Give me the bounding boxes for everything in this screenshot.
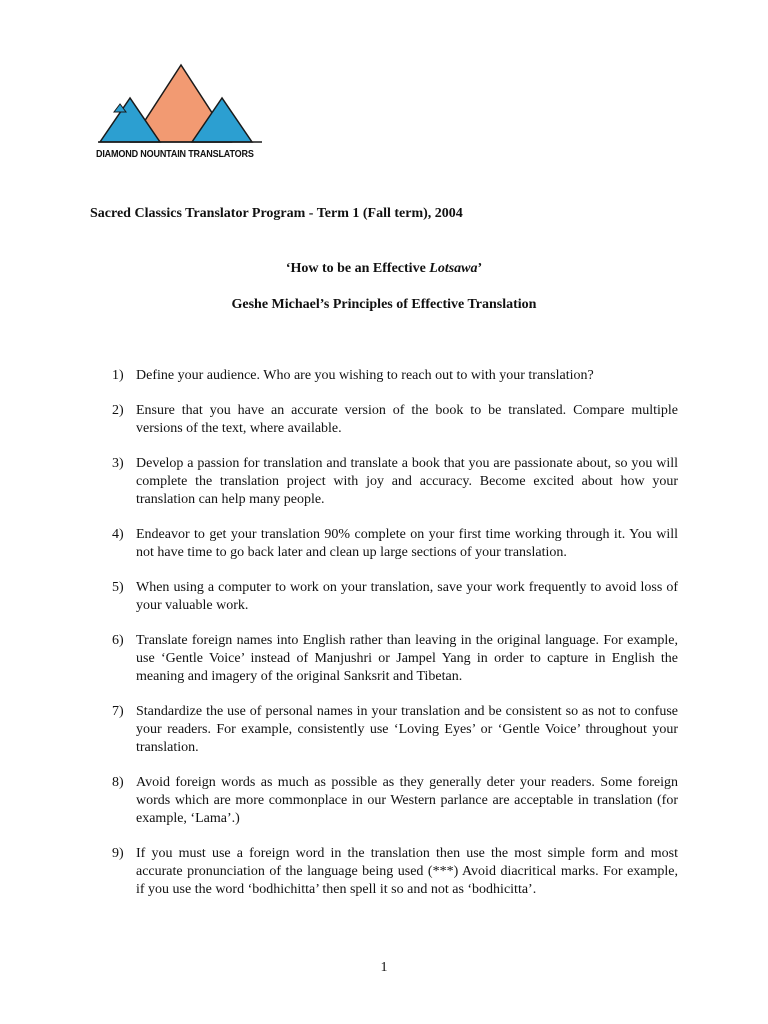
list-item-number: 7) [112,704,124,719]
list-item-text: Define your audience. Who are you wishing to reach out to with your translation? [136,368,594,383]
list-item-number: 9) [112,846,124,861]
list-item [112,526,678,562]
page-number: 1 [380,960,388,975]
logo-text: DIAMOND NOUNTAIN TRANSLATORS [96,148,254,160]
list-item-text: Ensure that you have an accurate version of the book to be translated. Compare multiple versions of the text, where available. [136,403,678,436]
list-item [112,579,678,615]
list-item-number: 5) [112,580,124,595]
list-item-text: If you must use a foreign word in the translation then use the most simple form and most accurate pronunciation of the language being used (***) Avoid diacritical marks. For example, if you use the word ‘bodhichitta’ then spell it so and not as ‘bodhicitta’. [136,846,678,897]
list-item-text: Endeavor to get your translation 90% complete on your first time working through it. You will not have time to go back later and clean up large sections of your translation. [136,527,678,560]
list-item-text: Avoid foreign words as much as possible as they generally deter your readers. Some foreign words which are more commonplace in our Western parlance are acceptable in translation (for example, ‘Lama’.) [136,775,678,826]
list-item-text: Develop a passion for translation and translate a book that you are passionate about, so you will complete the translation project with joy and accuracy. Become excited about how your translation can help many people. [136,456,678,507]
list-item [112,455,678,509]
list-item [112,845,678,899]
list-item [112,402,678,438]
document-subtitle [0,261,768,277]
list-item-number: 4) [112,527,124,542]
list-item [112,703,678,757]
list-item-number: 1) [112,368,124,383]
list-item-text: When using a computer to work on your translation, save your work frequently to avoid loss of your valuable work. [136,580,678,613]
subtitle-italic: Lotsawa [429,261,478,276]
list-item-number: 2) [112,403,124,418]
program-title: Sacred Classics Translator Program - Term 1 (Fall term), 2004 [90,206,463,221]
subtitle-suffix: ’ [477,261,483,276]
mountain-logo-graphic [96,62,266,148]
principles-heading: Geshe Michael’s Principles of Effective Translation [231,297,537,312]
list-item [112,774,678,828]
list-item [112,632,678,686]
list-item-text: Translate foreign names into English rather than leaving in the original language. For example, use ‘Gentle Voice’ instead of Manjushri or Jampel Yang in order to capture in English the meaning and imagery of the original Sanksrit and Tibetan. [136,633,678,684]
list-item [112,367,678,385]
list-item-number: 8) [112,775,124,790]
list-item-number: 6) [112,633,124,648]
principles-list [112,367,678,916]
list-item-text: Standardize the use of personal names in your translation and be consistent so as not to confuse your readers. For example, consistently use ‘Loving Eyes’ or ‘Gentle Voice’ throughout your translation. [136,704,678,755]
subtitle-prefix: ‘How to be an Effective [285,261,430,276]
diamond-mountain-logo [96,62,266,166]
list-item-number: 3) [112,456,124,471]
